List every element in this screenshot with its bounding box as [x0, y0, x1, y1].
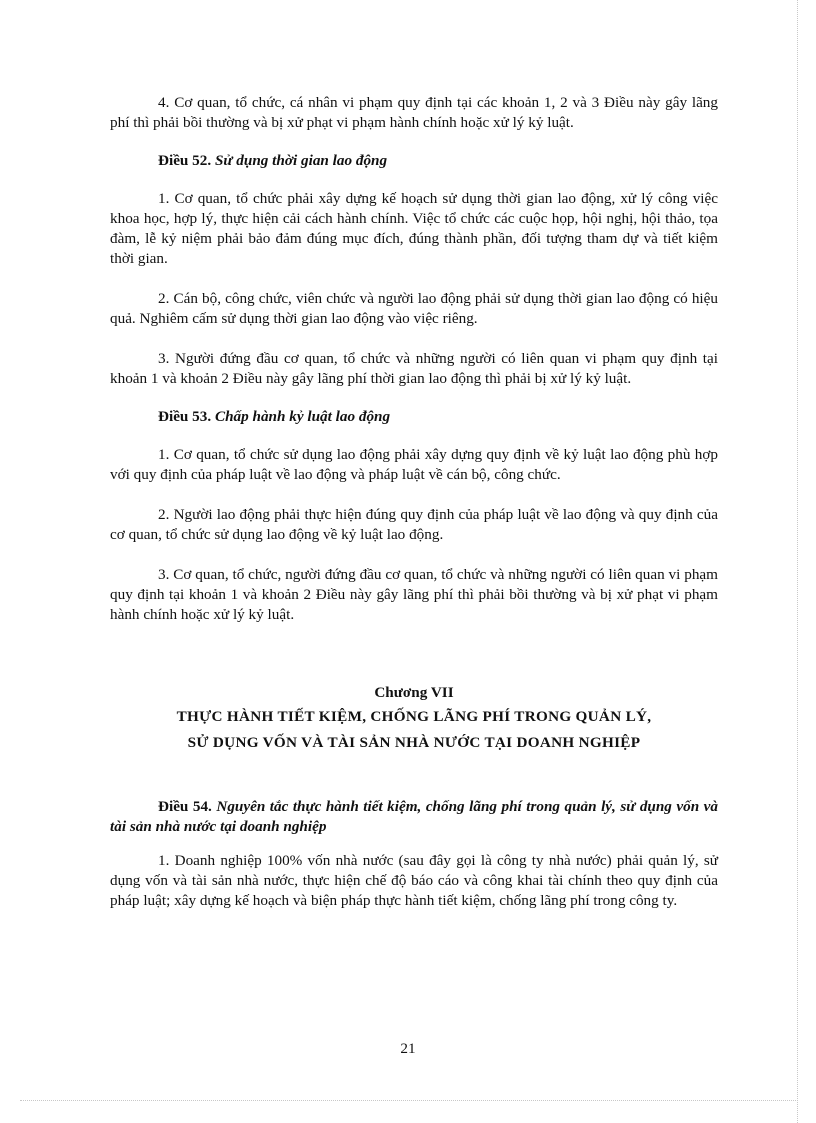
article-52-number: Điều 52.: [158, 152, 212, 169]
article-53-title: Chấp hành kỷ luật lao động: [214, 408, 391, 425]
article-54-number: Điều 54.: [158, 798, 212, 815]
paragraph-53-2: 2. Người lao động phải thực hiện đúng quy định của pháp luật về lao động và quy định của cơ quan, tổ chức sử dụng lao động về kỷ luật lao động.: [110, 506, 718, 543]
chapter-title-line-1: THỰC HÀNH TIẾT KIỆM, CHỐNG LÃNG PHÍ TRONG QUẢN LÝ,: [176, 708, 652, 725]
article-53-heading: [110, 407, 718, 427]
paragraph-54-1: 1. Doanh nghiệp 100% vốn nhà nước (sau đây gọi là công ty nhà nước) phải quản lý, sử dụng vốn và tài sản nhà nước, thực hiện chế độ báo cáo và công khai tài chính theo quy định của pháp luật; xây dựng kế hoạch và biện pháp thực hành tiết kiệm, chống lãng phí trong công ty.: [110, 852, 718, 909]
chapter-title-line-2: SỬ DỤNG VỐN VÀ TÀI SẢN NHÀ NƯỚC TẠI DOANH NGHIỆP: [187, 734, 641, 751]
paragraph-52-3: 3. Người đứng đầu cơ quan, tổ chức và những người có liên quan vi phạm quy định tại khoản 1 và khoản 2 Điều này gây lãng phí thời gian lao động thì phải bị xử lý kỷ luật.: [110, 350, 718, 387]
paragraph-51-4: 4. Cơ quan, tổ chức, cá nhân vi phạm quy định tại các khoản 1, 2 và 3 Điều này gây lãng phí thì phải bồi thường và bị xử phạt vi phạm hành chính hoặc xử lý kỷ luật.: [110, 94, 718, 131]
document-body: [110, 93, 718, 911]
paragraph-52-2: 2. Cán bộ, công chức, viên chức và người lao động phải sử dụng thời gian lao động có hiệu quả. Nghiêm cấm sử dụng thời gian lao động vào việc riêng.: [110, 290, 718, 327]
page-number: 21: [400, 1040, 416, 1057]
chapter-label: Chương VII: [374, 684, 454, 701]
page-edge-bottom: [20, 1100, 798, 1101]
paragraph-52-1: 1. Cơ quan, tổ chức phải xây dựng kế hoạch sử dụng thời gian lao động, xử lý công việc khoa học, hợp lý, thực hiện cải cách hành chính. Việc tổ chức các cuộc họp, hội nghị, hội thảo, tọa đàm, lễ kỷ niệm phải bảo đảm đúng mục đích, đúng thành phần, đối tượng tham dự và tiết kiệm thời gian.: [110, 190, 718, 267]
article-52-title: Sử dụng thời gian lao động: [214, 152, 388, 169]
article-54-heading: [110, 797, 718, 837]
article-53-number: Điều 53.: [158, 408, 212, 425]
page-edge-right: [797, 0, 798, 1123]
paragraph-53-3: 3. Cơ quan, tổ chức, người đứng đầu cơ quan, tổ chức và những người có liên quan vi phạm quy định tại khoản 1 và khoản 2 Điều này gây lãng phí thì phải bồi thường và bị xử phạt vi phạm hành chính hoặc xử lý kỷ luật.: [110, 566, 718, 623]
article-54-title: Nguyên tắc thực hành tiết kiệm, chống lãng phí trong quản lý, sử dụng vốn và tài sản nhà nước tại doanh nghiệp: [110, 798, 719, 835]
article-52-heading: [110, 151, 718, 171]
paragraph-53-1: 1. Cơ quan, tổ chức sử dụng lao động phải xây dựng quy định về kỷ luật lao động phù hợp với quy định của pháp luật về lao động và pháp luật về cán bộ, công chức.: [110, 446, 718, 483]
